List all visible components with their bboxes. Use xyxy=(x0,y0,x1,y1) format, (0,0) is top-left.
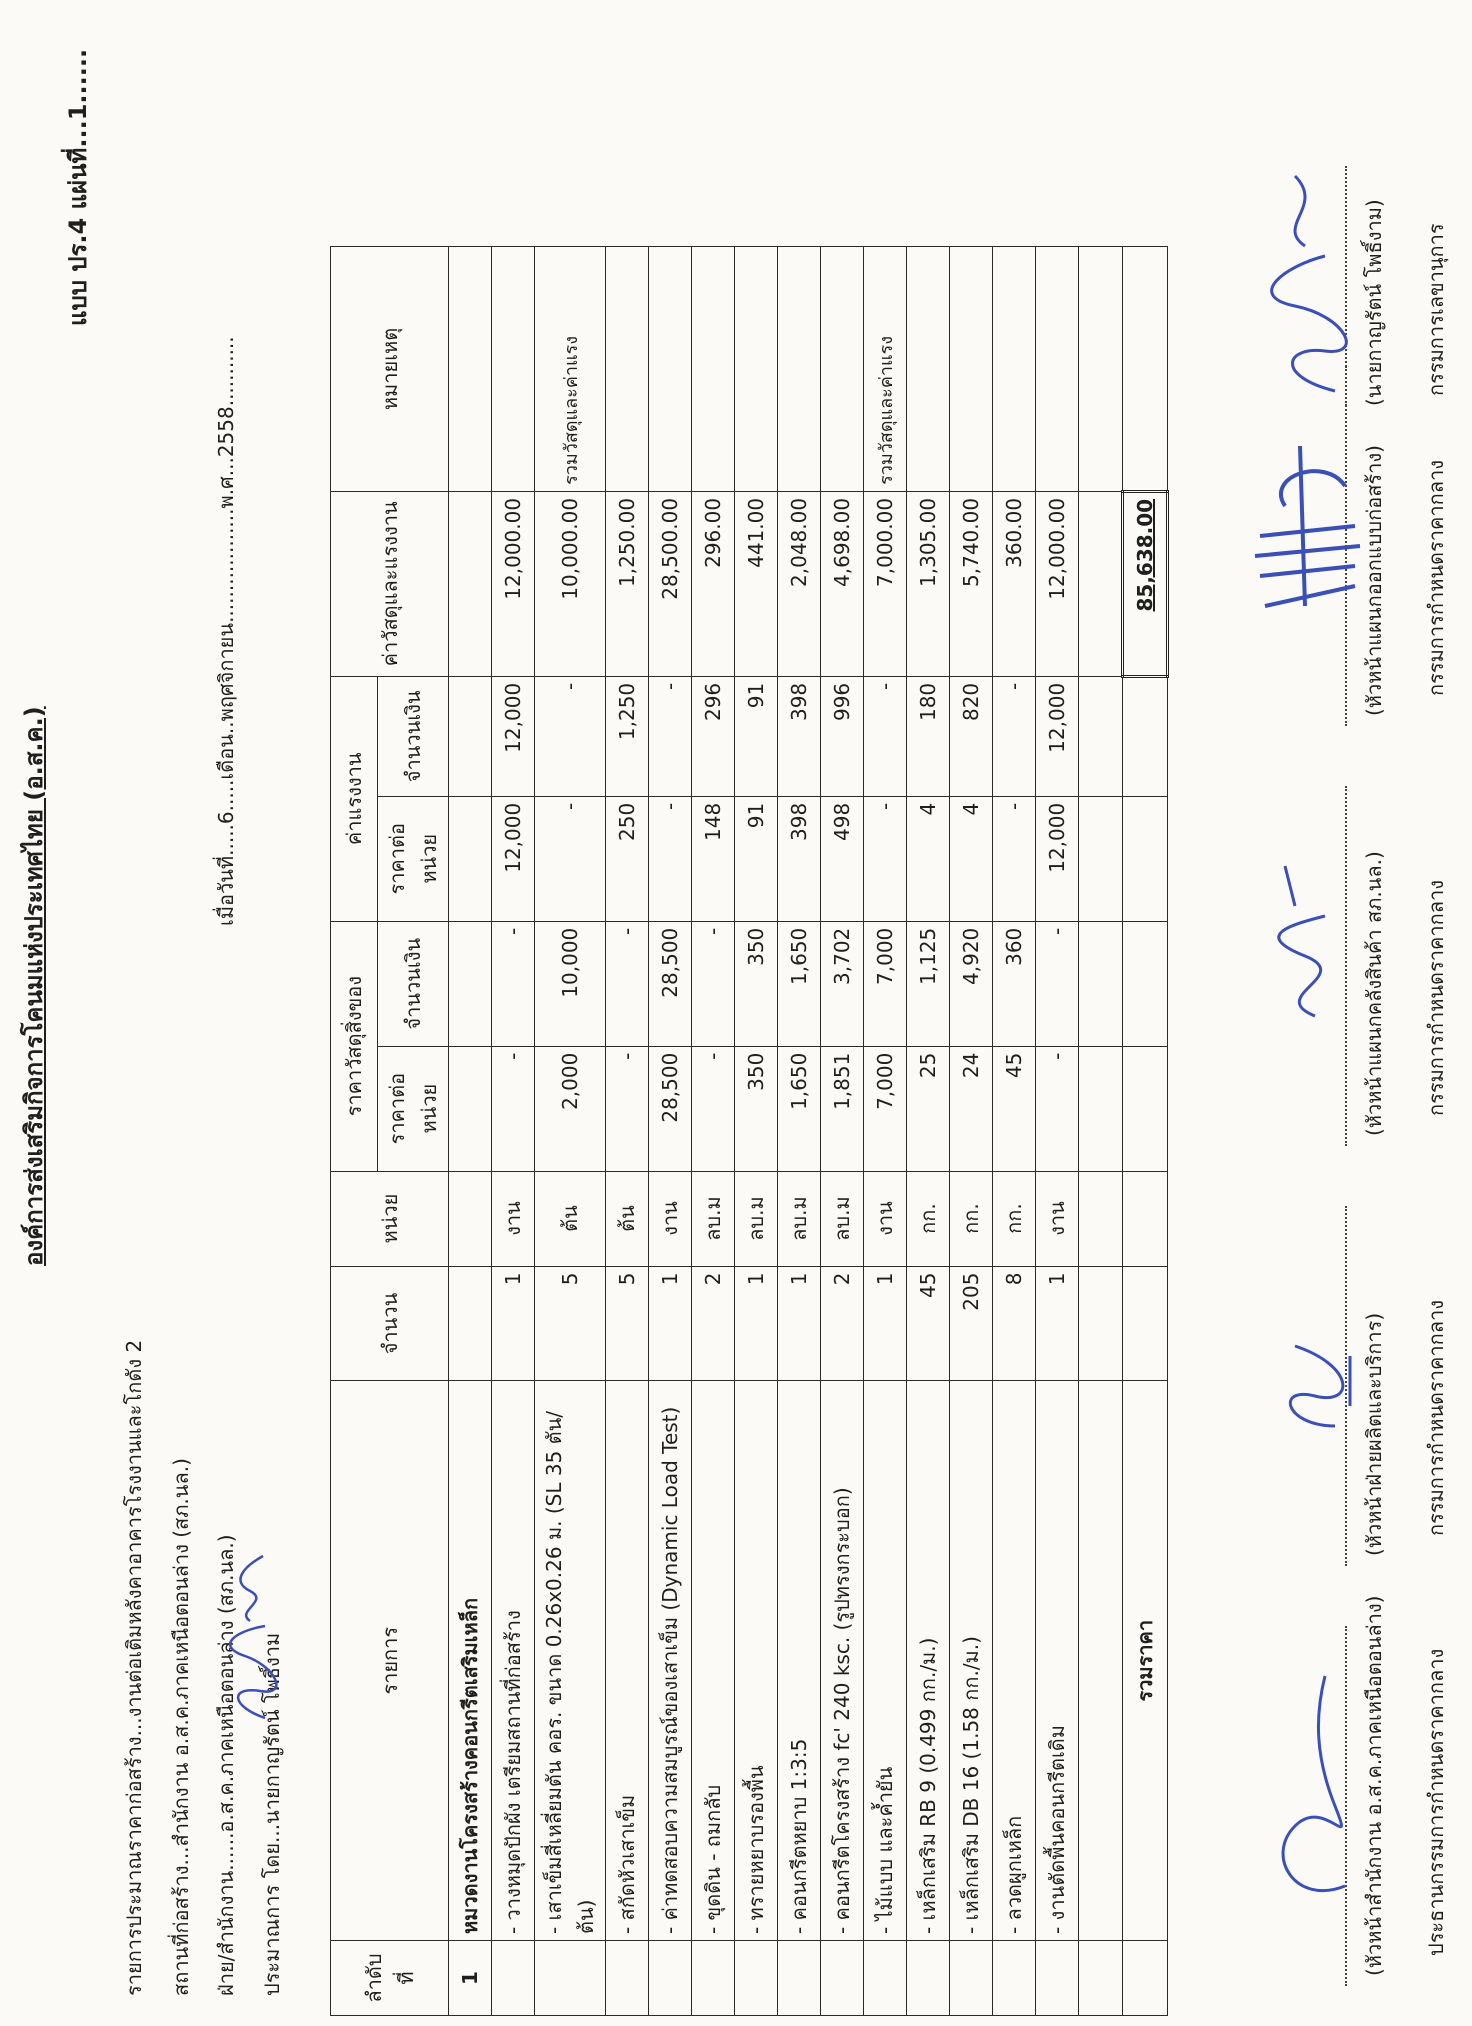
signature-2 xyxy=(1255,1306,1365,1466)
row-material-unit-price: 1,851 xyxy=(821,1046,864,1171)
row-labor-unit-price: - xyxy=(864,796,907,921)
row-item: - คอนกรีตหยาบ 1:3:5 xyxy=(778,1381,821,1941)
row-remark xyxy=(606,247,649,492)
col-header-material-amount: จำนวนเงิน xyxy=(378,921,449,1046)
row-unit: กก. xyxy=(993,1171,1036,1266)
signature-title: (หัวหน้าแผนกคลังสินค้า สภ.นล.) xyxy=(1362,851,1386,1136)
row-material-unit-price: 1,650 xyxy=(778,1046,821,1171)
row-no-cell xyxy=(606,1941,649,2016)
row-qty: 1 xyxy=(1036,1266,1079,1381)
row-labor-amount: 996 xyxy=(821,676,864,796)
row-total: 7,000.00 xyxy=(864,491,907,676)
group-no: 1 xyxy=(449,1941,492,2016)
row-no-cell xyxy=(907,1941,950,2016)
row-item: - เหล็กเสริม RB 9 (0.499 กก./ม.) xyxy=(907,1381,950,1941)
row-unit: งาน xyxy=(649,1171,692,1266)
signature-title: (หัวหน้าสำนักงาน อ.ส.ค.ภาคเหนือตอนล่าง) xyxy=(1362,1595,1386,1976)
date-line: เมื่อวันที่.....6.....เดือน..พฤศจิกายน..................พ.ศ...2558........... xyxy=(214,336,238,926)
row-labor-unit-price: - xyxy=(649,796,692,921)
department-line: ฝ่าย/สำนักงาน......อ.ส.ค.ภาคเหนือตอนล่าง (สภ.นล.) xyxy=(214,1534,238,1996)
row-material-unit-price: - xyxy=(1036,1046,1079,1171)
table-row xyxy=(535,247,606,2016)
row-qty: 8 xyxy=(993,1266,1036,1381)
col-header-labor: ค่าแรงงาน xyxy=(331,676,378,921)
row-labor-amount: 12,000 xyxy=(1036,676,1079,796)
row-remark: รวมวัสดุและค่าแรง xyxy=(535,247,606,492)
col-header-total: ค่าวัสดุและแรงงาน xyxy=(331,491,449,676)
row-qty: 5 xyxy=(535,1266,606,1381)
row-unit: งาน xyxy=(492,1171,535,1266)
row-item: - ค่าทดสอบความสมบูรณ์ของเสาเข็ม (Dynamic Load Test) xyxy=(649,1381,692,1941)
row-total: 1,250.00 xyxy=(606,491,649,676)
row-labor-unit-price: - xyxy=(535,796,606,921)
row-no-cell xyxy=(692,1941,735,2016)
row-remark xyxy=(778,247,821,492)
row-material-amount: - xyxy=(606,921,649,1046)
row-total: 10,000.00 xyxy=(535,491,606,676)
table-row xyxy=(692,247,735,2016)
row-no-cell xyxy=(1036,1941,1079,2016)
row-item: - ลวดผูกเหล็ก xyxy=(993,1381,1036,1941)
row-qty: 1 xyxy=(492,1266,535,1381)
row-unit: ต้น xyxy=(535,1171,606,1266)
row-labor-amount: 180 xyxy=(907,676,950,796)
row-qty: 1 xyxy=(649,1266,692,1381)
row-material-amount: 28,500 xyxy=(649,921,692,1046)
row-material-amount: - xyxy=(492,921,535,1046)
table-row xyxy=(492,247,535,2016)
row-material-amount: 1,125 xyxy=(907,921,950,1046)
col-header-item: รายการ xyxy=(331,1381,449,1941)
table-row xyxy=(606,247,649,2016)
row-material-unit-price: - xyxy=(692,1046,735,1171)
row-total: 360.00 xyxy=(993,491,1036,676)
signature-4 xyxy=(1245,426,1375,626)
row-labor-unit-price: 12,000 xyxy=(1036,796,1079,921)
row-unit: ลบ.ม xyxy=(735,1171,778,1266)
signature-role: กรรมการเลขานุการ xyxy=(1424,223,1448,396)
row-item: - ขุดดิน - ถมกลับ xyxy=(692,1381,735,1941)
row-unit: กก. xyxy=(950,1171,993,1266)
row-item: - เสาเข็มสี่เหลี่ยมตัน คอร. ขนาด 0.26x0.26 ม. (SL 35 ตัน/ต้น) xyxy=(535,1381,606,1941)
signature-role: กรรมการกำหนดราคากลาง xyxy=(1424,880,1448,1116)
row-unit: กก. xyxy=(907,1171,950,1266)
table-row xyxy=(778,247,821,2016)
row-material-amount: - xyxy=(692,921,735,1046)
row-no-cell xyxy=(735,1941,778,2016)
row-item: - งานตัดพื้นคอนกรีตเดิม xyxy=(1036,1381,1079,1941)
row-no-cell xyxy=(649,1941,692,2016)
row-labor-unit-price: 91 xyxy=(735,796,778,921)
project-line: รายการประมาณราคาก่อสร้าง...งานต่อเติมหลังคาอาคารโรงงานและโกดัง 2 xyxy=(122,1339,146,1996)
row-total: 1,305.00 xyxy=(907,491,950,676)
row-qty: 2 xyxy=(821,1266,864,1381)
row-labor-unit-price: 148 xyxy=(692,796,735,921)
group-title: หมวดงานโครงสร้างคอนกรีตเสริมเหล็ก xyxy=(449,1381,492,1941)
signature-3 xyxy=(1255,856,1365,1036)
row-labor-unit-price: - xyxy=(993,796,1036,921)
row-material-amount: 7,000 xyxy=(864,921,907,1046)
row-remark xyxy=(950,247,993,492)
signature-5 xyxy=(1255,146,1365,406)
row-labor-unit-price: 4 xyxy=(907,796,950,921)
row-material-unit-price: 350 xyxy=(735,1046,778,1171)
row-remark xyxy=(1036,247,1079,492)
group-row xyxy=(449,247,492,2016)
row-material-amount: 360 xyxy=(993,921,1036,1046)
row-no-cell xyxy=(778,1941,821,2016)
table-row xyxy=(649,247,692,2016)
table-row xyxy=(821,247,864,2016)
table-row xyxy=(950,247,993,2016)
col-header-no: ลำดับที่ xyxy=(331,1941,449,2016)
total-label: รวมราคา xyxy=(1123,1381,1168,1941)
col-header-labor-unit-price: ราคาต่อหน่วย xyxy=(378,796,449,921)
row-no-cell xyxy=(993,1941,1036,2016)
row-labor-unit-price: 498 xyxy=(821,796,864,921)
site-line: สถานที่ก่อสร้าง...สำนักงาน อ.ส.ค.ภาคเหนือตอนล่าง (สภ.นล.) xyxy=(169,1458,193,1996)
total-row xyxy=(1123,247,1168,2016)
col-header-material-unit-price: ราคาต่อหน่วย xyxy=(378,1046,449,1171)
table-row xyxy=(864,247,907,2016)
row-labor-amount: - xyxy=(864,676,907,796)
row-total: 296.00 xyxy=(692,491,735,676)
row-material-unit-price: 45 xyxy=(993,1046,1036,1171)
row-labor-amount: - xyxy=(535,676,606,796)
signature-role: กรรมการกำหนดราคากลาง xyxy=(1424,1300,1448,1536)
row-material-amount: 4,920 xyxy=(950,921,993,1046)
row-material-amount: - xyxy=(1036,921,1079,1046)
row-remark xyxy=(735,247,778,492)
row-material-unit-price: 7,000 xyxy=(864,1046,907,1171)
row-unit: งาน xyxy=(1036,1171,1079,1266)
table-row xyxy=(1036,247,1079,2016)
col-header-material: ราคาวัสดุสิ่งของ xyxy=(331,921,378,1171)
grand-total: 85,638.00 xyxy=(1123,491,1168,676)
estimator-signature xyxy=(225,1546,285,1726)
row-remark: รวมวัสดุและค่าแรง xyxy=(864,247,907,492)
row-unit: ลบ.ม xyxy=(692,1171,735,1266)
signature-title: (นายกาญรัตน์ โพธิ์งาม) xyxy=(1362,199,1386,406)
estimator-line: ประมาณการ โดย...นายกาญรัตน์ โพธิ์งาม xyxy=(260,1632,284,1996)
row-material-unit-price: 24 xyxy=(950,1046,993,1171)
row-unit: งาน xyxy=(864,1171,907,1266)
row-qty: 205 xyxy=(950,1266,993,1381)
row-item: - คอนกรีตโครงสร้าง fc' 240 ksc. (รูปทรงกระบอก) xyxy=(821,1381,864,1941)
row-labor-amount: 1,250 xyxy=(606,676,649,796)
row-remark xyxy=(907,247,950,492)
row-labor-amount: - xyxy=(993,676,1036,796)
row-labor-amount: - xyxy=(649,676,692,796)
cost-estimate-table xyxy=(330,246,1169,2016)
row-qty: 1 xyxy=(778,1266,821,1381)
row-labor-unit-price: 4 xyxy=(950,796,993,921)
row-no-cell xyxy=(821,1941,864,2016)
row-labor-unit-price: 250 xyxy=(606,796,649,921)
col-header-remark: หมายเหตุ xyxy=(331,247,449,492)
row-labor-amount: 296 xyxy=(692,676,735,796)
col-header-qty: จำนวน xyxy=(331,1266,449,1381)
signature-title: (หัวหน้าแผนกออกแบบก่อสร้าง) xyxy=(1362,445,1386,716)
signature-role: กรรมการกำหนดราคากลาง xyxy=(1424,460,1448,696)
row-material-unit-price: - xyxy=(492,1046,535,1171)
row-labor-unit-price: 12,000 xyxy=(492,796,535,921)
row-labor-unit-price: 398 xyxy=(778,796,821,921)
signature-1 xyxy=(1255,1656,1365,1916)
row-item: - ไม้แบบ และค้ำยัน xyxy=(864,1381,907,1941)
row-item: - เหล็กเสริม DB 16 (1.58 กก./ม.) xyxy=(950,1381,993,1941)
row-labor-amount: 91 xyxy=(735,676,778,796)
row-total: 4,698.00 xyxy=(821,491,864,676)
row-remark xyxy=(821,247,864,492)
table-row xyxy=(735,247,778,2016)
row-total: 28,500.00 xyxy=(649,491,692,676)
row-remark xyxy=(492,247,535,492)
row-total: 12,000.00 xyxy=(492,491,535,676)
row-item: - ทรายหยาบรองพื้น xyxy=(735,1381,778,1941)
row-unit: ลบ.ม xyxy=(821,1171,864,1266)
row-total: 5,740.00 xyxy=(950,491,993,676)
row-no-cell xyxy=(492,1941,535,2016)
row-qty: 45 xyxy=(907,1266,950,1381)
signature-title: (หัวหน้าฝ่ายผลิตและบริการ) xyxy=(1362,1312,1386,1556)
row-material-amount: 1,650 xyxy=(778,921,821,1046)
row-material-amount: 3,702 xyxy=(821,921,864,1046)
row-unit: ต้น xyxy=(606,1171,649,1266)
form-code: แบบ ปร.4 แผ่นที่...1...... xyxy=(64,48,92,326)
row-total: 12,000.00 xyxy=(1036,491,1079,676)
row-no-cell xyxy=(950,1941,993,2016)
col-header-unit: หน่วย xyxy=(331,1171,449,1266)
row-material-unit-price: 2,000 xyxy=(535,1046,606,1171)
row-qty: 1 xyxy=(735,1266,778,1381)
row-labor-amount: 820 xyxy=(950,676,993,796)
row-total: 2,048.00 xyxy=(778,491,821,676)
organization-title: องค์การส่งเสริมกิจการโคนมแห่งประเทศไทย (อ.ส.ค.) xyxy=(20,706,48,1266)
row-remark xyxy=(692,247,735,492)
empty-row xyxy=(1079,247,1123,2016)
row-no-cell xyxy=(535,1941,606,2016)
row-item: - สกัดหัวเสาเข็ม xyxy=(606,1381,649,1941)
col-header-labor-amount: จำนวนเงิน xyxy=(378,676,449,796)
row-material-unit-price: - xyxy=(606,1046,649,1171)
row-item: - วางหมุดปักผัง เตรียมสถานที่ก่อสร้าง xyxy=(492,1381,535,1941)
row-remark xyxy=(649,247,692,492)
row-qty: 2 xyxy=(692,1266,735,1381)
row-qty: 5 xyxy=(606,1266,649,1381)
row-qty: 1 xyxy=(864,1266,907,1381)
row-total: 441.00 xyxy=(735,491,778,676)
row-no-cell xyxy=(864,1941,907,2016)
row-labor-amount: 398 xyxy=(778,676,821,796)
row-unit: ลบ.ม xyxy=(778,1171,821,1266)
table-row xyxy=(993,247,1036,2016)
row-material-unit-price: 25 xyxy=(907,1046,950,1171)
row-material-amount: 350 xyxy=(735,921,778,1046)
row-material-amount: 10,000 xyxy=(535,921,606,1046)
row-remark xyxy=(993,247,1036,492)
row-material-unit-price: 28,500 xyxy=(649,1046,692,1171)
table-row xyxy=(907,247,950,2016)
row-labor-amount: 12,000 xyxy=(492,676,535,796)
signature-role: ประธานกรรมการกำหนดราคากลาง xyxy=(1424,1648,1448,1956)
